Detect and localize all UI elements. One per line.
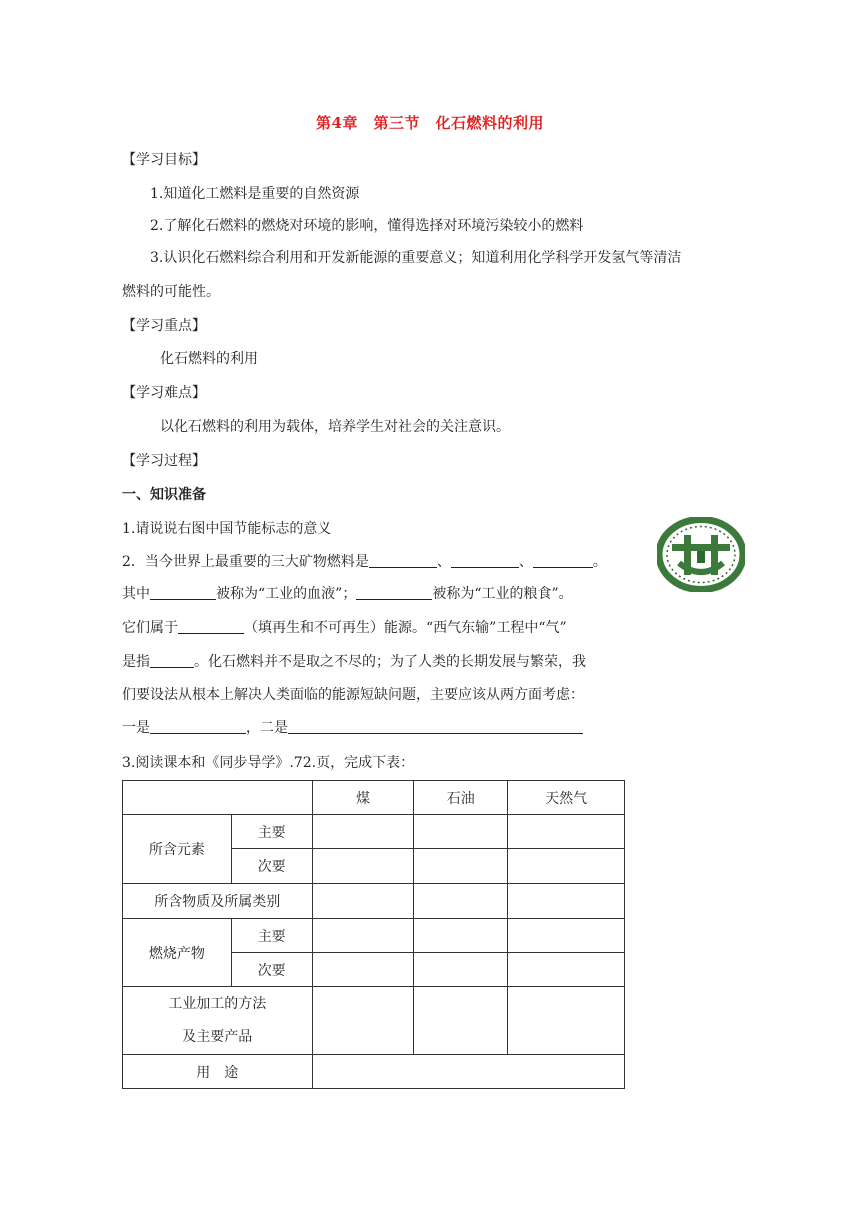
table-cell[interactable]: [414, 849, 508, 884]
table-cell[interactable]: [414, 987, 508, 1055]
difficulty-heading: 【学习难点】: [122, 385, 206, 401]
objective-1: 1.知道化工燃料是重要的自然资源: [150, 186, 360, 202]
row-products-minor: 次要: [231, 953, 312, 987]
table-corner-cell: [123, 781, 313, 815]
row-products: 燃烧产物: [123, 919, 232, 987]
table-cell[interactable]: [508, 884, 625, 919]
q2-text-b: 其中: [122, 586, 150, 602]
table-cell[interactable]: [414, 953, 508, 987]
objective-2: 2.了解化石燃料的燃烧对环境的影响，懂得选择对环境污染较小的燃料: [150, 218, 584, 234]
row-substances: 所含物质及所属类别: [123, 884, 313, 919]
table-row: [123, 987, 625, 1055]
table-cell[interactable]: [414, 884, 508, 919]
q2-text-b-end: 被称为“工业的粮食”。: [432, 586, 573, 602]
table-row: [123, 1055, 625, 1089]
col-oil: 石油: [414, 781, 508, 815]
objective-3-cont: 燃料的可能性。: [122, 284, 220, 300]
table-cell[interactable]: [312, 953, 414, 987]
section-heading: 一、知识准备: [122, 487, 206, 503]
objective-3: 3.认识化石燃料综合利用和开发新能源的重要意义；知道利用化学科学开发氢气等清洁: [150, 250, 682, 266]
key-text: 化石燃料的利用: [160, 351, 258, 367]
objectives-heading: 【学习目标】: [122, 152, 206, 168]
q2-sep: 、: [518, 554, 533, 570]
q2-end: 。: [592, 554, 607, 570]
table-cell[interactable]: [508, 849, 625, 884]
key-heading: 【学习重点】: [122, 318, 206, 334]
q2-text-c-end: （填再生和不可再生）能源。“西气东输”工程中“气”: [244, 620, 567, 636]
question-2-line-2: [122, 584, 573, 604]
row-processing-line-1: 工业加工的方法: [168, 995, 267, 1012]
q2-text-a: 2．当今世界上最重要的三大矿物燃料是: [122, 554, 369, 570]
row-processing: [123, 987, 313, 1055]
table-row: [123, 815, 625, 849]
answer-blank[interactable]: [288, 718, 583, 734]
table-cell[interactable]: [508, 815, 625, 849]
china-energy-saving-logo-icon: [657, 517, 745, 592]
q2-text-d-end: 。化石燃料并不是取之不尽的；为了人类的长期发展与繁荣，我: [194, 654, 586, 670]
row-processing-line-2: 及主要产品: [182, 1028, 253, 1045]
answer-blank[interactable]: [451, 552, 519, 568]
table-cell[interactable]: [414, 815, 508, 849]
table-cell[interactable]: [508, 919, 625, 953]
question-2-line-1: [122, 552, 607, 572]
q2-text-c: 它们属于: [122, 620, 178, 636]
answer-blank[interactable]: [150, 718, 246, 734]
table-cell[interactable]: [312, 919, 414, 953]
row-elements-minor: 次要: [231, 849, 312, 884]
table-row: [123, 884, 625, 919]
table-cell[interactable]: [312, 815, 414, 849]
row-usage: 用 途: [123, 1055, 313, 1089]
answer-blank[interactable]: [533, 552, 593, 568]
answer-blank[interactable]: [150, 652, 194, 668]
page-title: 第4章 第三节 化石燃料的利用: [316, 114, 544, 132]
table-cell[interactable]: [414, 919, 508, 953]
table-cell[interactable]: [312, 849, 414, 884]
answer-blank[interactable]: [178, 618, 244, 634]
table-header-row: [123, 781, 625, 815]
question-2-line-4: [122, 652, 586, 672]
table-row: [123, 919, 625, 953]
q2-text-f: 一是: [122, 720, 150, 736]
question-3: 3.阅读课本和《同步导学》.72.页，完成下表：: [122, 755, 415, 771]
row-elements-main: 主要: [231, 815, 312, 849]
row-elements: 所含元素: [123, 815, 232, 884]
table-cell[interactable]: [508, 987, 625, 1055]
q2-sep: 、: [436, 554, 451, 570]
row-products-main: 主要: [231, 919, 312, 953]
answer-blank[interactable]: [369, 552, 437, 568]
table-cell[interactable]: [312, 1055, 624, 1089]
col-gas: 天然气: [508, 781, 625, 815]
fuel-comparison-table: [122, 780, 625, 1089]
q2-text-b-mid: 被称为“工业的血液”；: [216, 586, 357, 602]
process-heading: 【学习过程】: [122, 453, 206, 469]
question-2-line-3: [122, 618, 567, 638]
q2-text-d: 是指: [122, 654, 150, 670]
question-2-line-5: 们要设法从根本上解决人类面临的能源短缺问题，主要应该从两方面考虑：: [122, 687, 584, 703]
table-cell[interactable]: [312, 884, 414, 919]
table-cell[interactable]: [508, 953, 625, 987]
question-2-line-6: [122, 718, 583, 738]
question-1: 1.请说说右图中国节能标志的意义: [122, 521, 332, 537]
answer-blank[interactable]: [150, 584, 216, 600]
table-cell[interactable]: [312, 987, 414, 1055]
col-coal: 煤: [312, 781, 414, 815]
q2-text-f-mid: ，二是: [246, 720, 288, 736]
difficulty-text: 以化石燃料的利用为载体，培养学生对社会的关注意识。: [160, 419, 510, 435]
answer-blank[interactable]: [356, 584, 432, 600]
